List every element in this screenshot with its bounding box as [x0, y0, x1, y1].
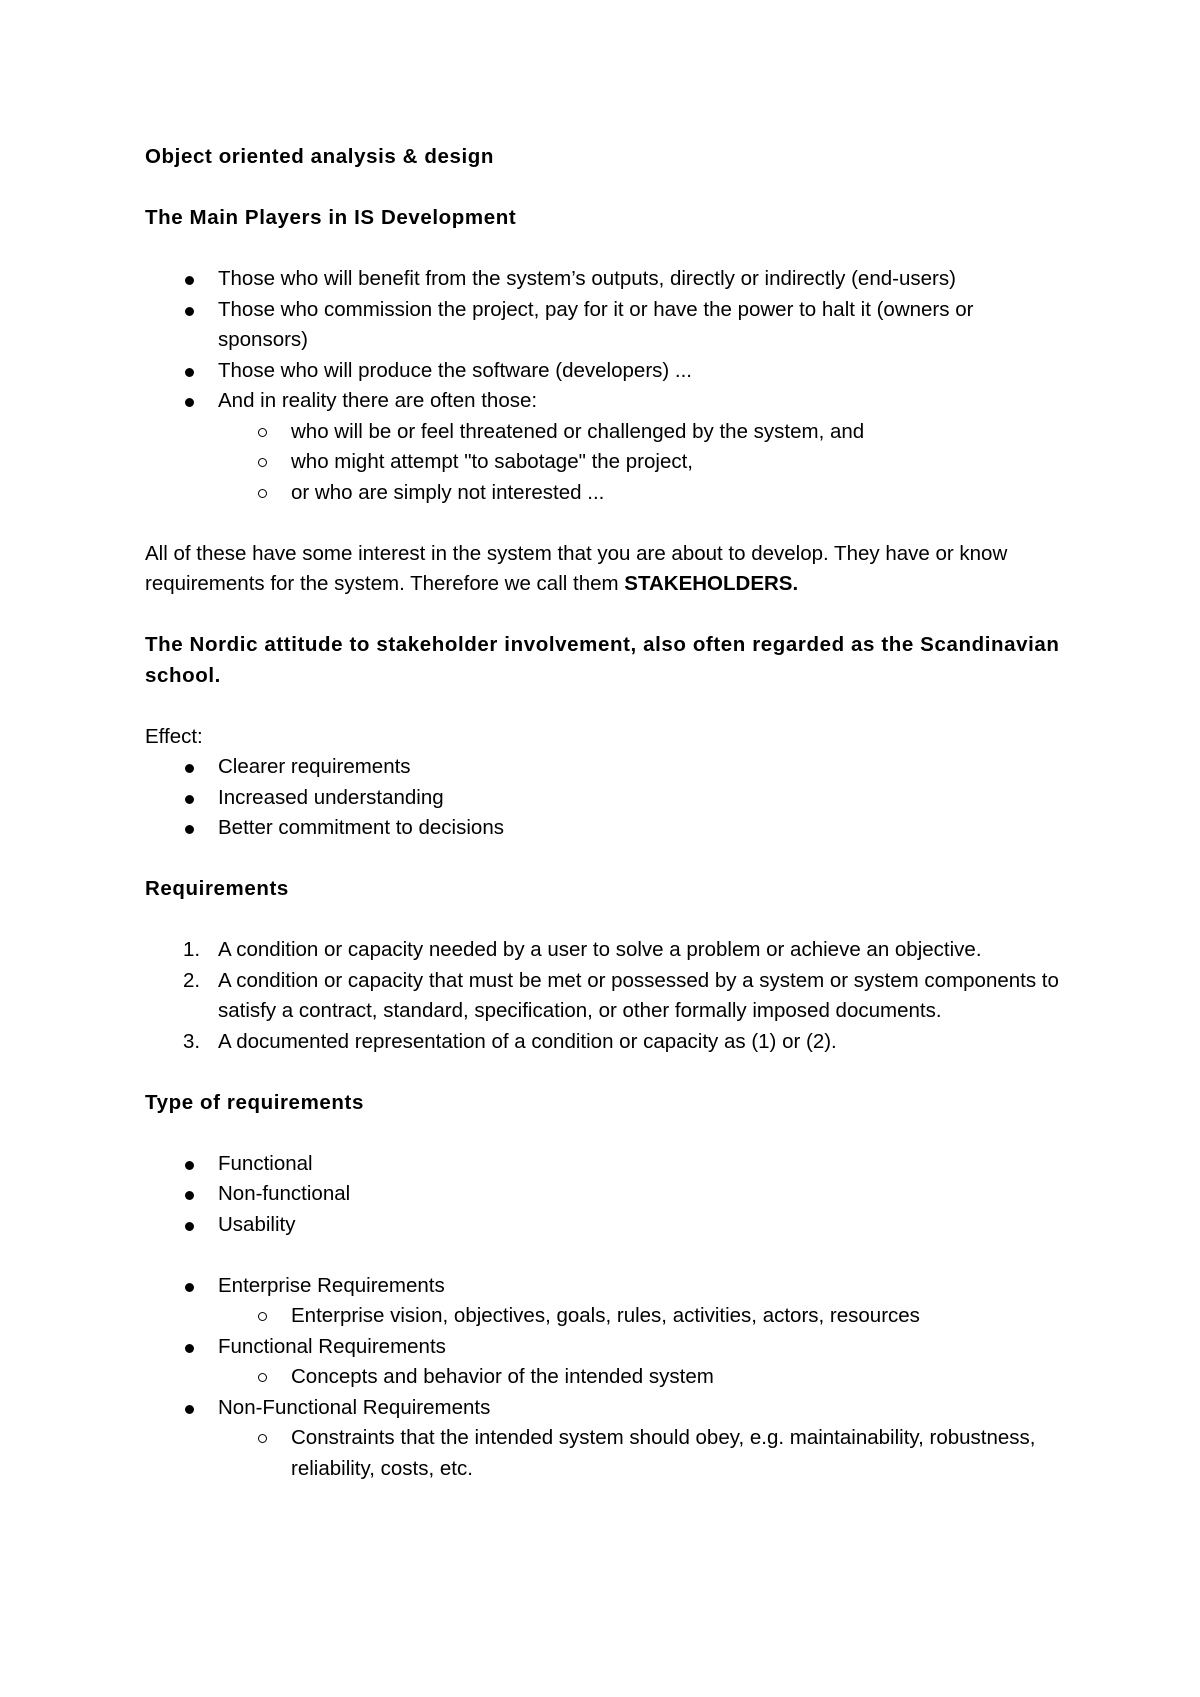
sub-list-item: who might attempt "to sabotage" the project,: [145, 447, 1065, 478]
list-item: Better commitment to decisions: [145, 813, 1065, 844]
list-item: [145, 935, 1065, 966]
sub-list-item: who will be or feel threatened or challenged by the system, and: [145, 417, 1065, 448]
effects-list: [145, 752, 1065, 844]
list-item: Functional: [145, 1149, 1065, 1180]
sub-list-item: Constraints that the intended system should obey, e.g. maintainability, robustness, reliability, costs, etc.: [145, 1423, 1065, 1484]
list-item: Usability: [145, 1210, 1065, 1241]
list-item: Clearer requirements: [145, 752, 1065, 783]
list-item: Those who commission the project, pay for it or have the power to halt it (owners or sponsors): [145, 295, 1065, 356]
main-players-heading: The Main Players in IS Development: [145, 206, 517, 229]
types-simple-list: [145, 1149, 1065, 1241]
document-title: Object oriented analysis & design: [145, 145, 495, 168]
list-item: [145, 1027, 1065, 1058]
stakeholders-paragraph: [145, 539, 1065, 600]
list-item: Functional Requirements: [145, 1332, 1065, 1363]
sub-list-item: Enterprise vision, objectives, goals, rules, activities, actors, resources: [145, 1301, 1065, 1332]
stakeholders-text: All of these have some interest in the system that you are about to develop. They have or know requirements for the system. Therefore we call them: [145, 541, 1008, 595]
list-item: Those who will benefit from the system’s outputs, directly or indirectly (end-users): [145, 264, 1065, 295]
sub-list-item: Concepts and behavior of the intended system: [145, 1362, 1065, 1393]
list-item: Non-Functional Requirements: [145, 1393, 1065, 1424]
list-number: 3.: [183, 1029, 201, 1053]
list-number: 1.: [183, 938, 201, 961]
list-item: Non-functional: [145, 1179, 1065, 1210]
document-page: [145, 142, 1065, 1484]
requirements-heading: Requirements: [145, 877, 289, 900]
list-item: Increased understanding: [145, 783, 1065, 814]
effect-label: Effect:: [145, 724, 203, 748]
types-detailed-list: [145, 1271, 1065, 1485]
types-heading: Type of requirements: [145, 1090, 364, 1114]
requirements-list: [145, 935, 1065, 1057]
stakeholders-term: STAKEHOLDERS.: [624, 572, 799, 595]
list-item: Enterprise Requirements: [145, 1271, 1065, 1302]
list-text: A documented representation of a condition or capacity as (1) or (2).: [218, 1029, 837, 1053]
list-text: A condition or capacity that must be met or possessed by a system or system components to satisfy a contract, standard, specification, or other formally imposed documents.: [218, 968, 1059, 1022]
sub-list-item: or who are simply not interested ...: [145, 478, 1065, 509]
list-text: A condition or capacity needed by a user to solve a problem or achieve an objective.: [218, 938, 982, 961]
main-players-list: [145, 264, 1065, 508]
nordic-heading: The Nordic attitude to stakeholder involvement, also often regarded as the Scandinavian school.: [145, 633, 1060, 687]
list-number: 2.: [183, 968, 201, 992]
list-item: And in reality there are often those:: [145, 386, 1065, 417]
list-item: Those who will produce the software (developers) ...: [145, 356, 1065, 387]
list-item: [145, 966, 1065, 1027]
